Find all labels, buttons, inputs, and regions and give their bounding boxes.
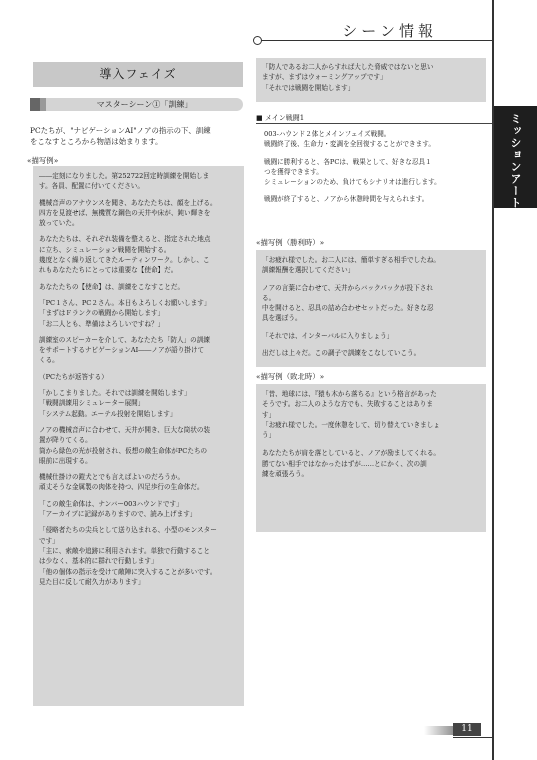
text-line: 戦闘が終了すると、ノアから休憩時間を与えられます。 — [264, 195, 429, 204]
text-line: 「戦闘訓練用シミュレーター展開」 — [39, 399, 145, 408]
text-line: う」 — [262, 431, 276, 440]
text-line: くる。 — [39, 356, 59, 365]
text-line: 「昔、地球には、『猿も木から落ちる』という格言があった — [262, 390, 437, 398]
text-line: あなたたちは、それぞれ装備を整えると、指定された地点 — [39, 235, 211, 244]
text-line: です」 — [39, 536, 59, 545]
text-line: 置が降りてくる。 — [39, 436, 92, 445]
paragraph — [264, 129, 484, 150]
paragraph — [39, 171, 241, 192]
text-line: あなたたちが肩を落としていると、ノアが励ましてくれる。 — [262, 449, 441, 458]
paragraph — [262, 348, 484, 358]
text-line: 「お疲れ様でした。お二人には、簡単すぎる相手でしたね。 — [262, 256, 441, 264]
text-line: 「防人であるお二人からすれば大した脅威ではないと思い — [262, 63, 434, 71]
text-line: ノアの言葉に合わせて、天井からバックパックが投下され — [262, 283, 433, 292]
text-line: 出だしは上々だ。この調子で訓練をこなしていこう。 — [262, 349, 421, 358]
paragraph — [262, 389, 484, 440]
paragraph — [39, 388, 241, 419]
scene-bar-accent-dark — [30, 98, 40, 111]
text-line: 具を選ぼう。 — [262, 314, 302, 323]
intro-line: PCたちが、"ナビゲーションAI"ノアの指示の下、訓練 — [30, 126, 211, 135]
description-text — [39, 171, 241, 593]
text-line: 幾度となく繰り返してきたルーティンワーク。しかし、こ — [39, 256, 210, 265]
defeat-description-text — [262, 389, 484, 487]
paragraph — [39, 499, 241, 520]
text-line: 003-ハウンド２体とメインフェイズ戦闘。 — [264, 130, 391, 138]
text-line: 「それでは、インターバルに入りましょう」 — [262, 331, 394, 340]
paragraph — [39, 472, 241, 493]
text-line: 訓練室のスピーカーを介して、あなたたち「防人」の訓練 — [39, 335, 210, 344]
scene-intro-text — [30, 125, 242, 147]
paragraph — [39, 298, 241, 329]
text-line: 中を開けると、忍具の詰め合わせセットだった。好きな忍 — [262, 304, 434, 313]
text-line: ますが、まずはウォーミングアップです」 — [262, 73, 387, 82]
paragraph — [39, 372, 241, 382]
text-line: をサポートするナビゲーションAI――ノアが語り掛けて — [39, 346, 205, 355]
paragraph — [262, 331, 484, 341]
text-line: 「この敵生命体は、ナンバー003ハウンドです」 — [39, 499, 183, 508]
text-line: に立ち、シミュレーション戦闘を開始する。 — [39, 245, 171, 254]
text-line: れもあなたたちにとっては重要な【使命】だ。 — [39, 266, 178, 275]
paragraph — [39, 425, 241, 466]
paragraph — [262, 255, 484, 276]
victory-example-label: «描写例（勝利時）» — [256, 238, 325, 247]
header-rule-dot — [253, 36, 262, 45]
defeat-example-label: «描写例（敗北時）» — [256, 372, 325, 381]
text-line: あなたたちの【使命】は、訓練をこなすことだ。 — [39, 282, 185, 291]
text-line: 「まずはＦランクの戦闘から開始します」 — [39, 309, 165, 318]
text-line: 訓練報酬を選択してください」 — [262, 266, 355, 275]
text-line: 頑丈そうな金属製の肉体を持つ、四足歩行の生命体だ。 — [39, 483, 204, 492]
text-line: シミュレーションのため、負けてもシナリオは進行します。 — [264, 178, 441, 187]
text-line: 「他の個体の指示を受けて敵陣に突入することが多いです。 — [39, 567, 217, 576]
text-line: る。 — [262, 293, 276, 302]
paragraph — [264, 157, 484, 188]
text-line: つを獲得できます。 — [264, 167, 323, 176]
text-line: 「お二人とも、準備はよろしいですね？」 — [39, 319, 165, 328]
paragraph — [262, 448, 484, 479]
text-line: 「システム起動。エーテル投射を開始します」 — [39, 409, 177, 418]
text-line: は少なく、基本的に群れで行動します」 — [39, 557, 158, 566]
text-line: 四方を見渡せば、無機質な鋼色の天井や床が、鈍い輝きを — [39, 208, 211, 217]
text-line: 放っていた。 — [39, 219, 79, 228]
text-line: す」 — [262, 410, 276, 419]
paragraph — [39, 198, 241, 229]
text-line: 見た目に反して耐久力があります」 — [39, 577, 145, 586]
description-example-label: «描写例» — [27, 156, 59, 165]
text-line: す。各員、配置に付いてください。 — [39, 182, 144, 191]
text-line: 「お疲れ様でした。一度休憩をして、切り替えていきましょ — [262, 420, 440, 429]
main-battle-rule — [256, 123, 492, 124]
section-header-title: シーン情報 — [342, 22, 437, 40]
text-line: 筒から緑色の光が投射され、仮想の敵生命体がPCたちの — [39, 446, 208, 455]
text-line: 機械仕掛けの鎧犬とでも言えばよいのだろうか。 — [39, 473, 185, 482]
paragraph — [262, 283, 484, 324]
scene-title: マスターシーン①「訓練」 — [96, 100, 193, 109]
text-line: 「アーカイブに記録がありますので、読み上げます」 — [39, 510, 197, 519]
paragraph — [39, 335, 241, 366]
main-battle-heading: ■ メイン戦闘1 — [256, 114, 305, 122]
text-line: 眼前に出現する。 — [39, 456, 92, 465]
text-line: ――定刻になりました。第252722回定時訓練を開始しま — [39, 172, 210, 180]
text-line: 練を頑張ろう。 — [262, 470, 309, 479]
text-line: 「PC１さん、PC２さん。本日もよろしくお願いします」 — [39, 298, 211, 307]
side-tab-label: ミッションアート — [509, 113, 522, 209]
phase-title-banner: 導入フェイズ — [33, 62, 243, 87]
page-number: 11 — [461, 724, 473, 734]
text-line: 勝てない相手ではなかったはずが……とにかく、次の訓 — [262, 459, 427, 468]
text-line: ノアの機械音声に合わせて、天井が開き、巨大な筒状の装 — [39, 425, 211, 434]
header-rule — [258, 40, 492, 41]
paragraph — [264, 194, 484, 204]
paragraph — [39, 234, 241, 275]
text-line: 「それでは戦闘を開始します」 — [262, 83, 355, 92]
text-line: 戦闘に勝利すると、各PCは、戦果として、好きな忍具１ — [264, 157, 432, 166]
paragraph — [39, 525, 241, 587]
continued-description-text — [262, 62, 484, 93]
text-line: 戦闘終了後、生命力・変調を全回復することができます。 — [264, 140, 435, 149]
intro-line: をこなすところから物語は始まります。 — [30, 137, 163, 146]
main-battle-text — [264, 129, 484, 212]
text-line: 「侵略者たちの尖兵として送り込まれる、小型のモンスター — [39, 526, 217, 535]
text-line: 機械音声のアナウンスを聞き、あなたたちは、顔を上げる。 — [39, 198, 217, 207]
text-line: （PCたちが返答する） — [39, 372, 108, 381]
text-line: 「主に、索敵や追跡に利用されます。単独で行動すること — [39, 546, 210, 555]
text-line: 「かしこまりました。それでは訓練を開始します」 — [39, 389, 191, 398]
paragraph — [39, 282, 241, 292]
victory-description-text — [262, 255, 484, 365]
page-number-rule — [453, 737, 493, 738]
text-line: そうです。お二人のような方でも、失敗することはありま — [262, 400, 433, 409]
